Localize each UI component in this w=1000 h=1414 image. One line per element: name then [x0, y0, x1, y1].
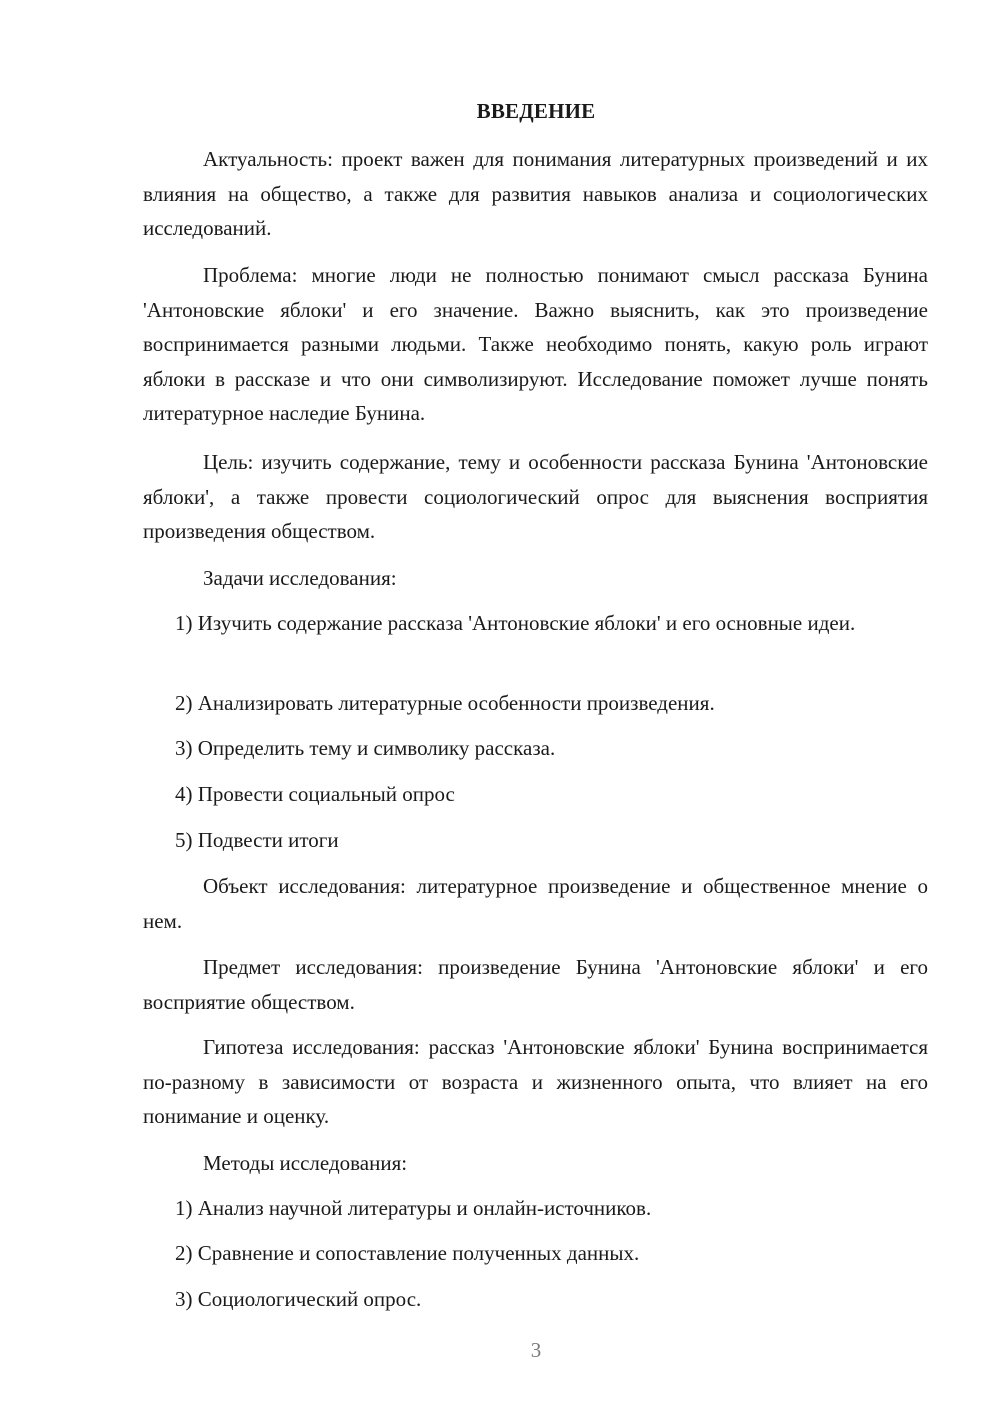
- page-title: ВВЕДЕНИЕ: [476, 99, 596, 123]
- subject-paragraph: Предмет исследования: произведение Бунина 'Антоновские яблоки' и его восприятие обществом.: [143, 955, 928, 1014]
- method-item-2: 2) Сравнение и сопоставление полученных данных.: [175, 1241, 640, 1265]
- methods-heading: Методы исследования:: [203, 1151, 408, 1175]
- task-item-5: 5) Подвести итоги: [175, 828, 339, 852]
- tasks-heading: Задачи исследования:: [203, 566, 397, 590]
- method-item-3: 3) Социологический опрос.: [175, 1287, 422, 1311]
- method-item-1: 1) Анализ научной литературы и онлайн-источников.: [175, 1196, 652, 1220]
- hypothesis-paragraph: Гипотеза исследования: рассказ 'Антоновские яблоки' Бунина воспринимается по-разному в зависимости от возраста и жизненного опыта, что влияет на его понимание и оценку.: [143, 1035, 928, 1128]
- object-paragraph: Объект исследования: литературное произведение и общественное мнение о нем.: [143, 874, 928, 933]
- problem-paragraph: Проблема: многие люди не полностью понимают смысл рассказа Бунина 'Антоновские яблоки' и его значение. Важно выяснить, как это произведение воспринимается разными людьми. Также необходимо понять, какую роль играют яблоки в рассказе и что они символизируют. Исследование поможет лучше понять литературное наследие Бунина.: [143, 263, 928, 425]
- task-item-1: 1) Изучить содержание рассказа 'Антоновские яблоки' и его основные идеи.: [175, 611, 856, 635]
- relevance-paragraph: Актуальность: проект важен для понимания литературных произведений и их влияния на общество, а также для развития навыков анализа и социологических исследований.: [143, 147, 928, 240]
- goal-paragraph: Цель: изучить содержание, тему и особенности рассказа Бунина 'Антоновские яблоки', а также провести социологический опрос для выяснения восприятия произведения обществом.: [143, 450, 928, 543]
- task-item-2: 2) Анализировать литературные особенности произведения.: [175, 691, 715, 715]
- page-number: 3: [530, 1338, 542, 1362]
- task-item-4: 4) Провести социальный опрос: [175, 782, 455, 806]
- task-item-3: 3) Определить тему и символику рассказа.: [175, 736, 556, 760]
